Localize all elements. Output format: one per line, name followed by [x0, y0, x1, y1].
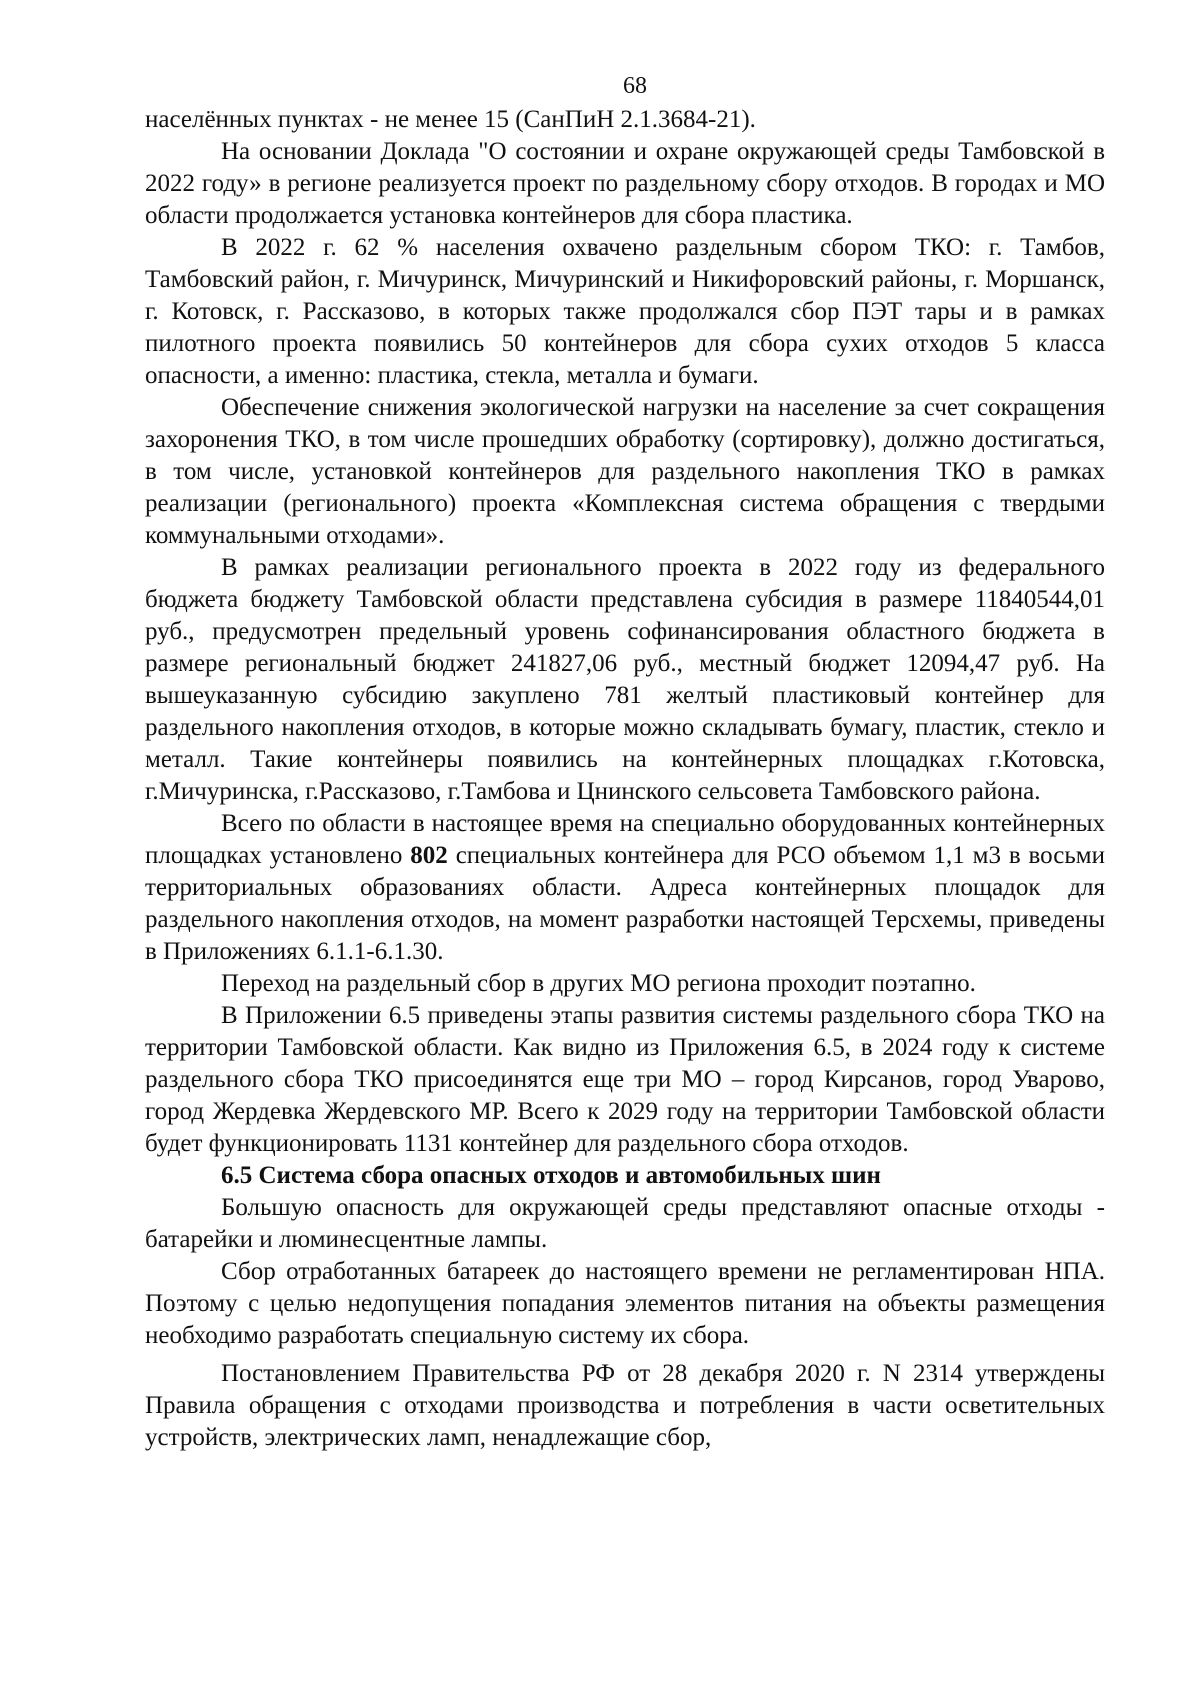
paragraph-report-basis: На основании Доклада "О состоянии и охране окружающей среды Тамбовской в 2022 году» в регионе реализуется проект по раздельному сбору отходов. В городах и МО области продолжается установка контейнеров для сбора пластика.: [145, 138, 1105, 229]
container-count-number: 802: [410, 842, 448, 869]
paragraph-container-count: [145, 808, 1105, 968]
paragraph-hazardous-waste: Большую опасность для окружающей среды представляют опасные отходы - батарейки и люминесцентные лампы.: [145, 1194, 1105, 1253]
page-number: 68: [623, 73, 647, 99]
paragraph-subsidy: В рамках реализации регионального проекта в 2022 году из федерального бюджета бюджету Тамбовской области представлена субсидия в размере 11840544,01 руб., предусмотрен предельный уровень софинансирования областного бюджета в размере региональный бюджет 241827,06 руб., местный бюджет 12094,47 руб. На вышеуказанную субсидию закуплено 781 желтый пластиковый контейнер для раздельного накопления отходов, в которые можно складывать бумагу, пластик, стекло и металл. Такие контейнеры появились на контейнерных площадках г.Котовска, г.Мичуринска, г.Рассказово, г.Тамбова и Цнинского сельсовета Тамбовского района.: [145, 554, 1105, 805]
paragraph-government-decree: Постановлением Правительства РФ от 28 декабря 2020 г. N 2314 утверждены Правила обращения с отходами производства и потребления в части осветительных устройств, электрических ламп, ненадлежащие сбор,: [145, 1360, 1105, 1451]
container-count-text-a: Всего по области в настоящее время на специально оборудованных контейнерных площадках установлено: [145, 810, 1105, 869]
paragraph-battery-collection: Сбор отработанных батареек до настоящего времени не регламентирован НПА. Поэтому с целью недопущения попадания элементов питания на объекты размещения необходимо разработать специальную систему их сбора.: [145, 1258, 1105, 1349]
section-heading: 6.5 Система сбора опасных отходов и автомобильных шин: [221, 1162, 881, 1189]
container-count-text-b: специальных контейнера для РСО объемом 1,1 м3 в восьми территориальных образованиях области. Адреса контейнерных площадок для раздельного накопления отходов, на момент разработки настоящей Терсхемы, приведены в Приложениях 6.1.1-6.1.30.: [145, 842, 1105, 965]
paragraph-load-reduction: Обеспечение снижения экологической нагрузки на население за счет сокращения захоронения ТКО, в том числе прошедших обработку (сортировку), должно достигаться, в том числе, установкой контейнеров для раздельного накопления ТКО в рамках реализации (регионального) проекта «Комплексная система обращения с твердыми коммунальными отходами».: [145, 394, 1105, 549]
paragraph-coverage-2022: В 2022 г. 62 % населения охвачено раздельным сбором ТКО: г. Тамбов, Тамбовский район, г. Мичуринск, Мичуринский и Никифоровский районы, г. Моршанск, г. Котовск, г. Рассказово, в которых также продолжался сбор ПЭТ тары и в рамках пилотного проекта появились 50 контейнеров для сбора сухих отходов 5 класса опасности, а именно: пластика, стекла, металла и бумаги.: [145, 234, 1105, 389]
paragraph-continuation: населённых пунктах - не менее 15 (СанПиН 2.1.3684-21).: [145, 106, 756, 133]
paragraph-stepwise-transition: Переход на раздельный сбор в других МО региона проходит поэтапно.: [221, 970, 976, 997]
document-page: [145, 70, 1105, 1454]
paragraph-development-stages: В Приложении 6.5 приведены этапы развития системы раздельного сбора ТКО на территории Тамбовской области. Как видно из Приложения 6.5, в 2024 году к системе раздельного сбора ТКО присоединятся еще три МО – город Кирсанов, город Уварово, город Жердевка Жердевского МР. Всего к 2029 году на территории Тамбовской области будет функционировать 1131 контейнер для раздельного сбора отходов.: [145, 1002, 1105, 1157]
